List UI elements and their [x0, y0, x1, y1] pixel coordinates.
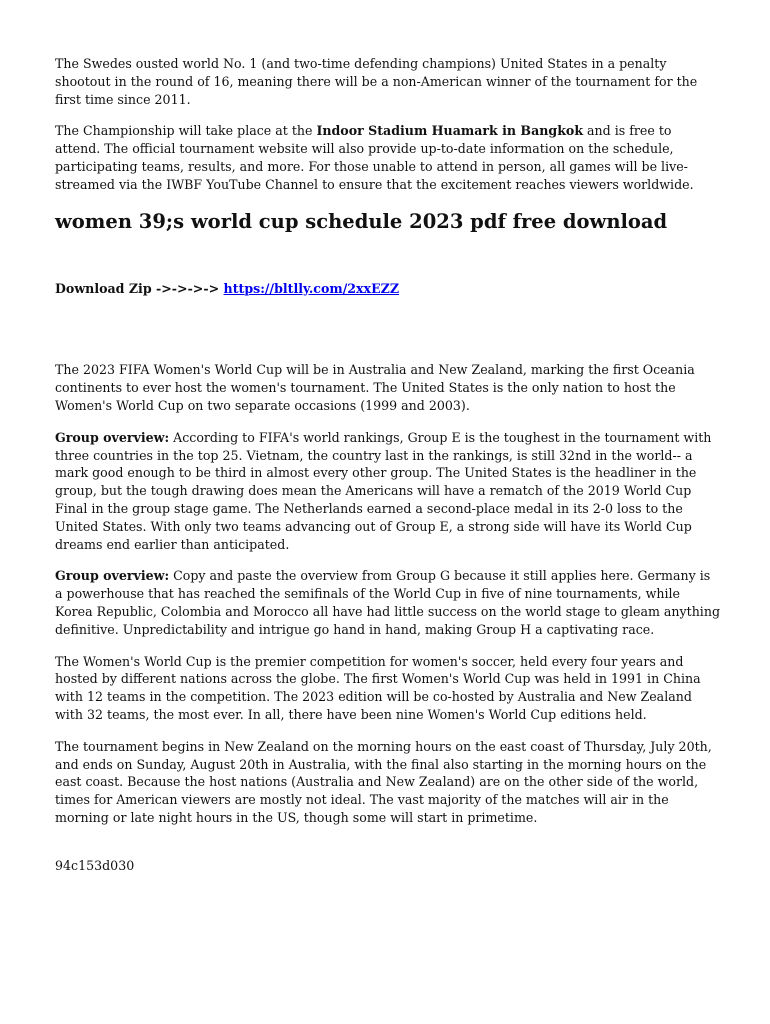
- intro-paragraph-2: [55, 122, 720, 193]
- article-body: [55, 361, 720, 874]
- group-h-label: Group overview:: [55, 568, 170, 584]
- group-h-text: Copy and paste the overview from Group G because it still applies here. Germany is a powerhouse that has reached the semifinals of the World Cup in five of nine tournaments, while Korea Republic, Colombia and Morocco all have had little success on the world stage to gleam anything definitive. Unpredictability and intrigue go hand in hand, making Group H a captivating race.: [55, 568, 721, 637]
- schedule-paragraph: The tournament begins in New Zealand on the morning hours on the east coast of Thursday, July 20th, and ends on Sunday, August 20th in Australia, with the final also starting in the morning hours on the east coast. Because the host nations (Australia and New Zealand) are on the other side of the world, times for American viewers are mostly not ideal. The vast majority of the matches will air in the morning or late night hours in the US, though some will start in primetime.: [55, 738, 712, 825]
- venue-text-after: and is free to attend. The official tournament website will also provide up-to-date information on the schedule, participating teams, results, and more. For those unable to attend in person, all games will be live-streamed via the IWBF YouTube Channel to ensure that the excitement reaches viewers worldwide.: [55, 123, 694, 192]
- download-link[interactable]: https://bltlly.com/2xxEZZ: [223, 280, 400, 296]
- group-h-paragraph: [55, 567, 720, 638]
- venue-text-before: The Championship will take place at the: [55, 123, 317, 139]
- intro-paragraph-1: The Swedes ousted world No. 1 (and two-time defending champions) United States in a penalty shootout in the round of 16, meaning there will be a non-American winner of the tournament for the first time since 2011.: [55, 56, 698, 107]
- group-e-label: Group overview:: [55, 429, 170, 445]
- page-title: women 39;s world cup schedule 2023 pdf free download: [55, 209, 668, 233]
- document-page: [55, 55, 720, 889]
- footer-code: 94c153d030: [55, 857, 135, 873]
- venue-name: Indoor Stadium Huamark in Bangkok: [316, 123, 584, 139]
- download-line: [55, 280, 720, 298]
- group-e-text: According to FIFA's world rankings, Group E is the toughest in the tournament with three countries in the top 25. Vietnam, the country last in the rankings, is still 32nd in the world-- a mark good enough to be third in almost every other group. The United States is the headliner in the group, but the tough drawing does mean the Americans will have a rematch of the 2019 World Cup Final in the group stage game. The Netherlands earned a second-place medal in its 2-0 loss to the United States. With only two teams advancing out of Group E, a strong side will have its World Cup dreams end earlier than anticipated.: [55, 429, 712, 552]
- host-paragraph: The 2023 FIFA Women's World Cup will be in Australia and New Zealand, marking the first Oceania continents to ever host the women's tournament. The United States is the only nation to host the Women's World Cup on two separate occasions (1999 and 2003).: [55, 362, 695, 413]
- group-e-paragraph: [55, 429, 720, 554]
- download-label: Download Zip ->->->->: [55, 280, 224, 296]
- history-paragraph: The Women's World Cup is the premier competition for women's soccer, held every four years and hosted by different nations across the globe. The first Women's World Cup was held in 1991 in China with 12 teams in the competition. The 2023 edition will be co-hosted by Australia and New Zealand with 32 teams, the most ever. In all, there have been nine Women's World Cup editions held.: [55, 653, 701, 722]
